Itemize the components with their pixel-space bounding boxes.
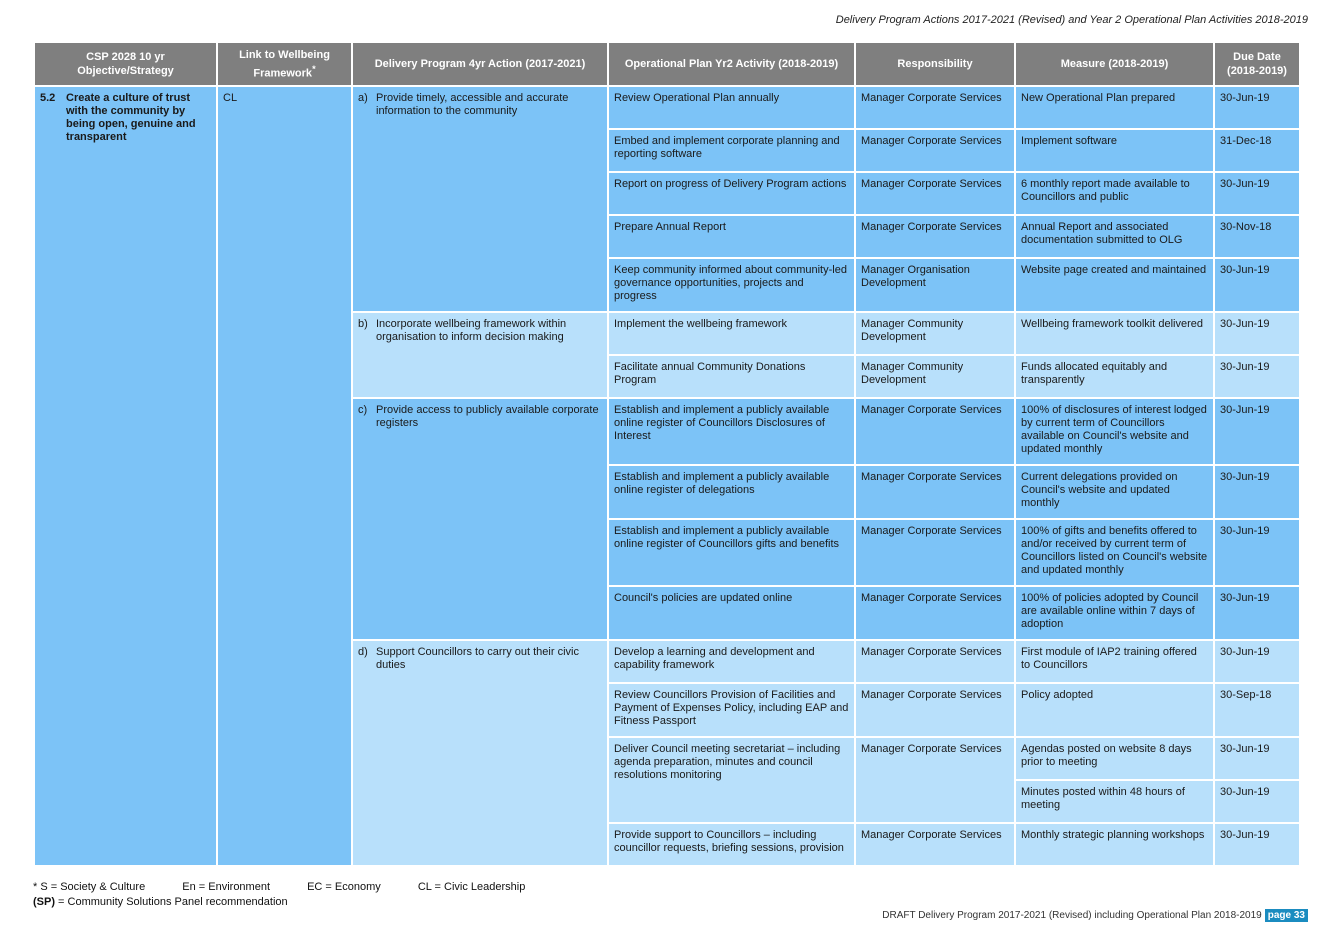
due-date-cell: 31-Dec-18 xyxy=(1214,129,1300,172)
activity-cell: Embed and implement corporate planning and reporting software xyxy=(608,129,855,172)
footnote-mark: * xyxy=(312,63,316,74)
action-text: Provide access to publicly available corporate registers xyxy=(376,404,599,429)
measure-cell: Annual Report and associated documentation submitted to OLG xyxy=(1015,215,1214,258)
action-text: Incorporate wellbeing framework within organisation to inform decision making xyxy=(376,318,567,343)
due-date-cell: 30-Jun-19 xyxy=(1214,172,1300,215)
due-date-cell: 30-Jun-19 xyxy=(1214,823,1300,866)
legend-footnote xyxy=(33,881,559,893)
table-row xyxy=(34,86,1300,129)
activity-cell: Council's policies are updated online xyxy=(608,586,855,640)
due-date-cell: 30-Jun-19 xyxy=(1214,355,1300,398)
measure-cell: New Operational Plan prepared xyxy=(1015,86,1214,129)
strategy-text: Create a culture of trust with the community by being open, genuine and transparent xyxy=(66,92,196,143)
activity-cell: Facilitate annual Community Donations Program xyxy=(608,355,855,398)
due-date-cell: 30-Jun-19 xyxy=(1214,780,1300,823)
action-cell xyxy=(352,86,608,312)
activity-cell: Provide support to Councillors – including councillor requests, briefing sessions, provision xyxy=(608,823,855,866)
action-letter: c) xyxy=(358,404,368,416)
col-header-activity: Operational Plan Yr2 Activity (2018-2019) xyxy=(608,42,855,86)
responsibility-cell: Manager Corporate Services xyxy=(855,586,1015,640)
responsibility-cell: Manager Corporate Services xyxy=(855,823,1015,866)
measure-cell: Minutes posted within 48 hours of meeting xyxy=(1015,780,1214,823)
responsibility-cell: Manager Corporate Services xyxy=(855,398,1015,465)
strategy-number: 5.2 xyxy=(40,92,56,104)
activity-cell: Prepare Annual Report xyxy=(608,215,855,258)
action-text: Provide timely, accessible and accurate information to the community xyxy=(376,92,569,117)
measure-cell: Policy adopted xyxy=(1015,683,1214,737)
col-header-link xyxy=(217,42,352,86)
activity-cell: Keep community informed about community-led governance opportunities, projects and progress xyxy=(608,258,855,312)
wellbeing-link-cell: CL xyxy=(217,86,352,866)
measure-cell: 6 monthly report made available to Councillors and public xyxy=(1015,172,1214,215)
action-cell xyxy=(352,398,608,640)
responsibility-cell: Manager Organisation Development xyxy=(855,258,1015,312)
col-header-responsibility: Responsibility xyxy=(855,42,1015,86)
measure-cell: 100% of gifts and benefits offered to and/or received by current term of Councillors listed on Council's website and updated monthly xyxy=(1015,519,1214,586)
due-date-cell: 30-Jun-19 xyxy=(1214,737,1300,780)
measure-cell: Agendas posted on website 8 days prior to meeting xyxy=(1015,737,1214,780)
col-header-action: Delivery Program 4yr Action (2017-2021) xyxy=(352,42,608,86)
activity-cell: Report on progress of Delivery Program actions xyxy=(608,172,855,215)
activity-cell: Establish and implement a publicly available online register of delegations xyxy=(608,465,855,519)
due-date-cell: 30-Jun-19 xyxy=(1214,586,1300,640)
table-header-row xyxy=(34,42,1300,86)
measure-cell: First module of IAP2 training offered to Councillors xyxy=(1015,640,1214,683)
due-date-cell: 30-Jun-19 xyxy=(1214,398,1300,465)
activity-cell: Review Councillors Provision of Facilities and Payment of Expenses Policy, including EAP and Fitness Passport xyxy=(608,683,855,737)
responsibility-cell: Manager Corporate Services xyxy=(855,172,1015,215)
action-letter: d) xyxy=(358,646,368,658)
due-date-cell: 30-Jun-19 xyxy=(1214,640,1300,683)
measure-cell: Current delegations provided on Council's website and updated monthly xyxy=(1015,465,1214,519)
col-header-csp: CSP 2028 10 yr Objective/Strategy xyxy=(34,42,217,86)
sp-text: = Community Solutions Panel recommendation xyxy=(55,896,288,908)
measure-cell: Funds allocated equitably and transparently xyxy=(1015,355,1214,398)
due-date-cell: 30-Jun-19 xyxy=(1214,86,1300,129)
responsibility-cell: Manager Corporate Services xyxy=(855,737,1015,823)
page-header: Delivery Program Actions 2017-2021 (Revised) and Year 2 Operational Plan Activities 2018-2019 xyxy=(835,14,1308,26)
activity-cell: Develop a learning and development and capability framework xyxy=(608,640,855,683)
due-date-cell: 30-Nov-18 xyxy=(1214,215,1300,258)
activity-cell: Deliver Council meeting secretariat – including agenda preparation, minutes and council resolutions monitoring xyxy=(608,737,855,823)
responsibility-cell: Manager Corporate Services xyxy=(855,215,1015,258)
action-cell xyxy=(352,312,608,398)
legend-item: CL = Civic Leadership xyxy=(417,881,526,893)
due-date-cell: 30-Jun-19 xyxy=(1214,519,1300,586)
responsibility-cell: Manager Corporate Services xyxy=(855,519,1015,586)
legend-item: EC = Economy xyxy=(307,881,381,893)
action-letter: a) xyxy=(358,92,368,104)
measure-cell: Monthly strategic planning workshops xyxy=(1015,823,1214,866)
page-footer xyxy=(882,909,1308,922)
sp-code: (SP) xyxy=(33,896,55,908)
activity-cell: Establish and implement a publicly available online register of Councillors Disclosures of Interest xyxy=(608,398,855,465)
measure-cell: Implement software xyxy=(1015,129,1214,172)
strategy-cell xyxy=(34,86,217,866)
activity-cell: Implement the wellbeing framework xyxy=(608,312,855,355)
measure-cell: 100% of disclosures of interest lodged by current term of Councillors available on Council's website and updated monthly xyxy=(1015,398,1214,465)
activity-cell: Review Operational Plan annually xyxy=(608,86,855,129)
due-date-cell: 30-Jun-19 xyxy=(1214,258,1300,312)
responsibility-cell: Manager Corporate Services xyxy=(855,683,1015,737)
due-date-cell: 30-Jun-19 xyxy=(1214,312,1300,355)
sp-footnote xyxy=(33,896,288,908)
responsibility-cell: Manager Community Development xyxy=(855,312,1015,355)
due-date-cell: 30-Jun-19 xyxy=(1214,465,1300,519)
responsibility-cell: Manager Corporate Services xyxy=(855,86,1015,129)
action-text: Support Councillors to carry out their civic duties xyxy=(376,646,579,671)
legend-item: En = Environment xyxy=(182,881,271,893)
responsibility-cell: Manager Corporate Services xyxy=(855,129,1015,172)
operational-plan-table xyxy=(33,41,1301,867)
action-letter: b) xyxy=(358,318,368,330)
action-cell xyxy=(352,640,608,866)
responsibility-cell: Manager Community Development xyxy=(855,355,1015,398)
measure-cell: Website page created and maintained xyxy=(1015,258,1214,312)
measure-cell: Wellbeing framework toolkit delivered xyxy=(1015,312,1214,355)
responsibility-cell: Manager Corporate Services xyxy=(855,465,1015,519)
footer-text: DRAFT Delivery Program 2017-2021 (Revised) including Operational Plan 2018-2019 xyxy=(882,910,1262,921)
responsibility-cell: Manager Corporate Services xyxy=(855,640,1015,683)
page-number-badge: page 33 xyxy=(1265,909,1308,922)
col-header-measure: Measure (2018-2019) xyxy=(1015,42,1214,86)
measure-cell: 100% of policies adopted by Council are available online within 7 days of adoption xyxy=(1015,586,1214,640)
activity-cell: Establish and implement a publicly available online register of Councillors gifts and benefits xyxy=(608,519,855,586)
due-date-cell: 30-Sep-18 xyxy=(1214,683,1300,737)
legend-item: * S = Society & Culture xyxy=(33,881,146,893)
col-header-link-label: Link to Wellbeing Framework xyxy=(239,48,330,80)
col-header-due: Due Date (2018-2019) xyxy=(1214,42,1300,86)
